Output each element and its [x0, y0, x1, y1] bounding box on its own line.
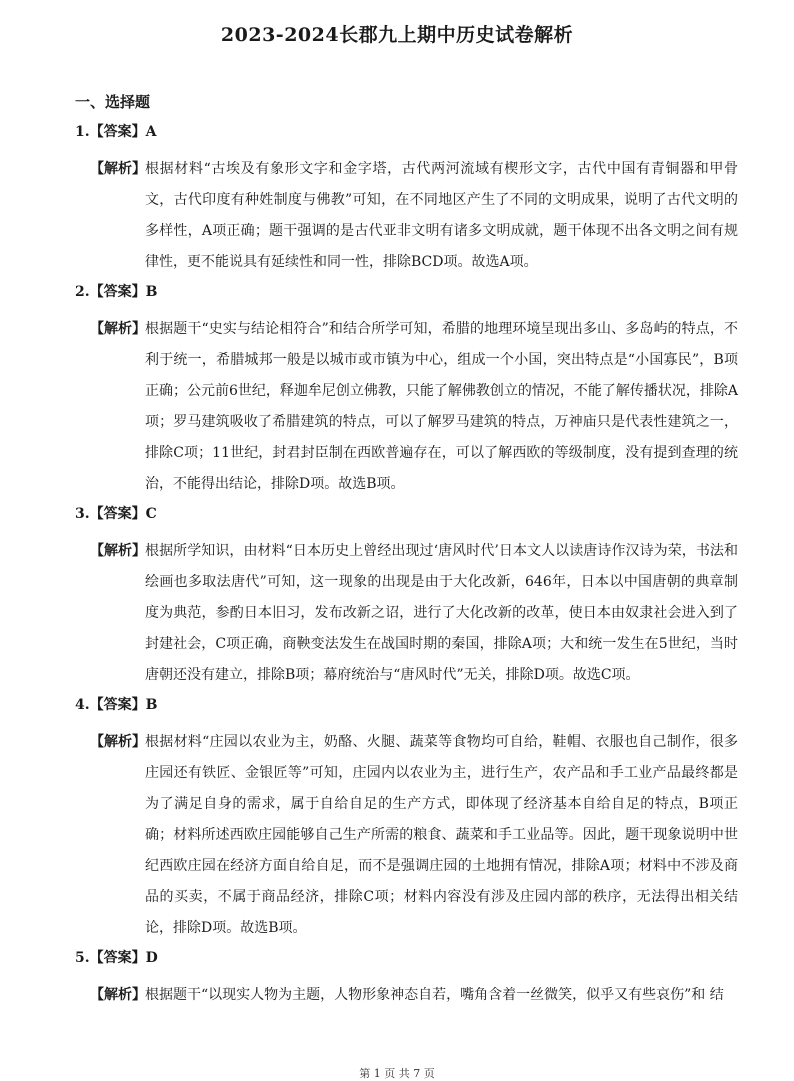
- answer-value: C: [145, 506, 157, 522]
- answer-line: [0, 123, 794, 154]
- answer-value: D: [145, 950, 158, 966]
- question-number: 5.: [75, 950, 90, 966]
- answer-line: [0, 283, 794, 314]
- answer-value: B: [145, 697, 158, 713]
- analysis-text: 根据材料“庄园以农业为主，奶酪、火腿、蔬菜等食物均可自给，鞋帽、衣服也自己制作，很多庄园还有铁匠、金银匠等”可知，庄园内以农业为主，进行生产，农产品和手工业产品最终都是为了满足自身的需求，属于自给自足的生产方式，即体现了经济基本自给自足的特点，B项正确；材料所述西欧庄园能够自己生产所需的粮食、蔬菜和手工业品等。因此，题干现象说明中世纪西欧庄园在经济方面自给自足，而不是强调庄园的土地拥有情况，排除A项；材料中不涉及商品的买卖，不属于商品经济，排除C项；材料内容没有涉及庄园内部的秩序，无法得出相关结论，排除D项。故选B项。: [145, 734, 738, 936]
- answer-tag: 【答案】: [89, 284, 146, 300]
- answer-tag: 【答案】: [89, 124, 146, 140]
- answer-tag: 【答案】: [89, 506, 146, 522]
- answer-line: [0, 949, 794, 980]
- answer-line: [0, 505, 794, 536]
- analysis-tag: 【解析】: [90, 734, 146, 750]
- analysis-block: [0, 154, 794, 278]
- section-heading: 一、选择题: [75, 93, 151, 111]
- analysis-text: 根据材料“古埃及有象形文字和金字塔，古代两河流域有楔形文字，古代中国有青铜器和甲骨文，古代印度有种姓制度与佛教”可知，在不同地区产生了不同的文明成果，说明了古代文明的多样性，A项正确；题干强调的是古代亚非文明有诸多文明成就，题干体现不出各文明之间有规律性，更不能说具有延续性和同一性，排除BCD项。故选A项。: [145, 161, 738, 270]
- answer-tag: 【答案】: [89, 697, 146, 713]
- question-list: [0, 123, 794, 1016]
- analysis-block: [0, 727, 794, 944]
- analysis-block: [0, 980, 794, 1011]
- question-number: 4.: [75, 697, 90, 713]
- question-item: [0, 505, 794, 691]
- question-item: [0, 283, 794, 500]
- analysis-text: 根据题干“以现实人物为主题，人物形象神态自若，嘴角含着一丝微笑，似乎又有些哀伤”和 结: [145, 987, 724, 1003]
- answer-tag: 【答案】: [89, 950, 146, 966]
- answer-value: B: [145, 284, 158, 300]
- question-item: [0, 696, 794, 944]
- answer-line: [0, 696, 794, 727]
- question-item: [0, 123, 794, 278]
- page-footer: 第 1 页 共 7 页: [359, 1067, 435, 1080]
- question-item: [0, 949, 794, 1011]
- question-number: 2.: [75, 284, 90, 300]
- analysis-block: [0, 536, 794, 691]
- analysis-tag: 【解析】: [90, 321, 146, 337]
- analysis-text: 根据题干“史实与结论相符合”和结合所学可知，希腊的地理环境呈现出多山、多岛屿的特点，不利于统一，希腊城邦一般是以城市或市镇为中心，组成一个小国，突出特点是“小国寡民”，B项正确；公元前6世纪，释迦牟尼创立佛教，只能了解佛教创立的情况，不能了解传播状况，排除A项；罗马建筑吸收了希腊建筑的特点，可以了解罗马建筑的特点，万神庙只是代表性建筑之一，排除C项；11世纪，封君封臣制在西欧普遍存在，可以了解西欧的等级制度，没有提到查理的统治，不能得出结论，排除D项。故选B项。: [145, 321, 739, 492]
- analysis-tag: 【解析】: [90, 987, 146, 1003]
- question-number: 1.: [75, 124, 90, 140]
- analysis-text: 根据所学知识，由材料“日本历史上曾经出现过‘唐风时代’日本文人以读唐诗作汉诗为荣，书法和绘画也多取法唐代”可知，这一现象的出现是由于大化改新，646年，日本以中国唐朝的典章制度为典范，参酌日本旧习，发布改新之诏，进行了大化改新的改革，使日本由奴隶社会进入到了封建社会，C项正确，商鞅变法发生在战国时期的秦国，排除A项；大和统一发生在5世纪，当时唐朝还没有建立，排除B项；幕府统治与“唐风时代”无关，排除D项。故选C项。: [145, 543, 738, 683]
- analysis-tag: 【解析】: [90, 543, 146, 559]
- question-number: 3.: [75, 506, 90, 522]
- document-title: 2023-2024长郡九上期中历史试卷解析: [220, 24, 574, 46]
- answer-value: A: [145, 124, 157, 140]
- analysis-block: [0, 314, 794, 500]
- analysis-tag: 【解析】: [90, 161, 146, 177]
